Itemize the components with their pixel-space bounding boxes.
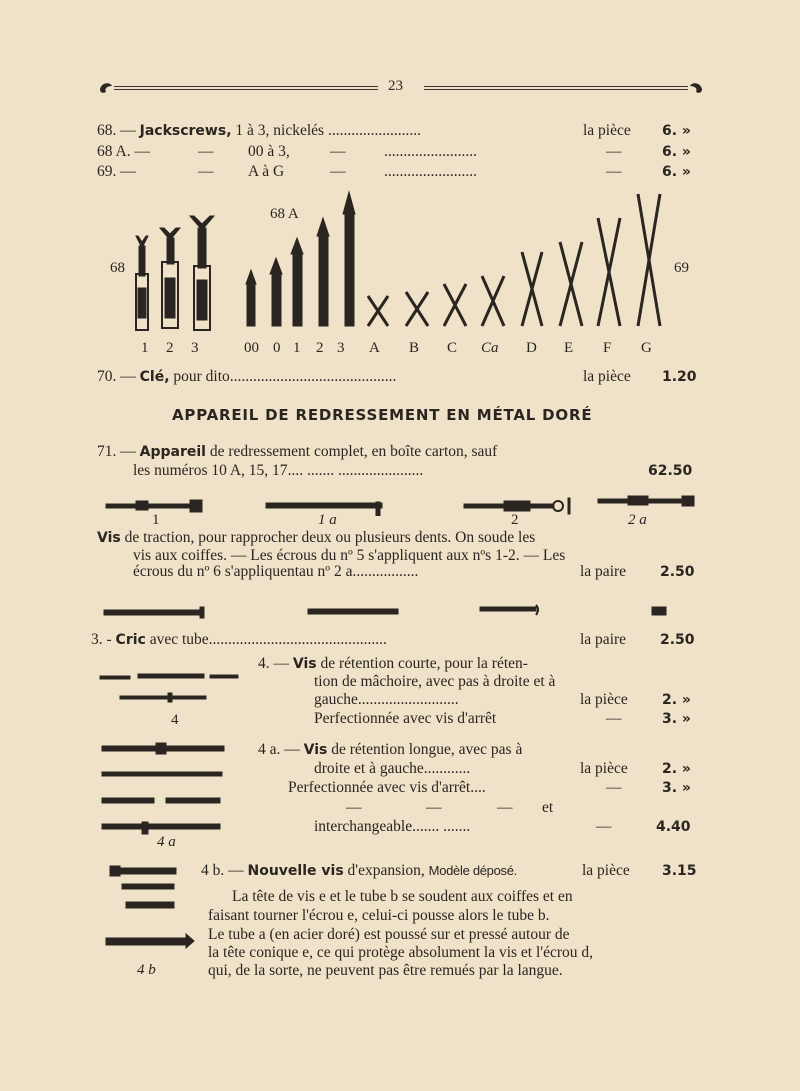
item-70-price: 1.20 <box>662 369 697 385</box>
item-4a-dash-c: — <box>497 799 513 816</box>
left-ornament-icon <box>98 80 114 98</box>
vis-line1: Vis de traction, pour rapprocher deux ou plusieurs dents. On soude les <box>97 529 536 546</box>
header-rule-right <box>424 86 688 90</box>
item-4-line3: gauche.......................... <box>314 691 459 708</box>
fig1-num-1b: 1 <box>293 340 301 356</box>
jackscrew-68-1 <box>136 236 148 330</box>
section-title: APPAREIL DE REDRESSEMENT EN MÉTAL DORÉ <box>172 406 593 424</box>
item-68-row: 68. — Jackscrews, 1 à 3, nickelés ........................ <box>97 122 421 139</box>
item-4-line1: 4. — Vis de rétention courte, pour la réten- <box>258 655 528 672</box>
item-69-dash2: — <box>330 163 346 180</box>
item-4-price1: 2. » <box>662 692 691 708</box>
item-3-row: 3. - Cric avec tube.............................................. <box>91 631 387 648</box>
jackscrew-68a-2 <box>317 218 329 326</box>
item-69-unit: — <box>606 163 622 180</box>
item-4-illustration <box>98 668 248 710</box>
item-4a-illustration <box>100 740 230 840</box>
item-70-unit: la pièce <box>583 368 631 385</box>
item-69-price: 6. » <box>662 164 691 180</box>
fig1-num-00: 00 <box>244 340 259 356</box>
item-4a-dash-b: — <box>426 799 442 816</box>
item-4-unit2: — <box>606 710 622 727</box>
item-number: 68. — <box>97 122 136 139</box>
item-4a-fig-label: 4 a <box>157 834 176 850</box>
fig1-num-1: 1 <box>141 340 149 356</box>
item-3-price: 2.50 <box>660 632 695 648</box>
fig1-num-2b: 2 <box>316 340 324 356</box>
fig2-label-1: 1 <box>152 512 160 528</box>
item-4b-price: 3.15 <box>662 863 697 879</box>
fig1-num-F: F <box>603 340 612 356</box>
item-68a-price: 6. » <box>662 144 691 160</box>
item-4a-price3: 4.40 <box>656 819 691 835</box>
item-71-line2: les numéros 10 A, 15, 17.... ....... ...................... <box>133 462 424 479</box>
item-4-line4: Perfectionnée avec vis d'arrêt <box>314 710 497 727</box>
item-68a-desc: 00 à 3, <box>248 143 290 160</box>
item-71-line1: 71. — Appareil de redressement complet, en boîte carton, sauf <box>97 443 498 460</box>
right-ornament-icon <box>688 80 704 98</box>
item-4a-unit2: — <box>606 779 622 796</box>
fig1-num-3b: 3 <box>337 340 345 356</box>
item-4b-para-2: faisant tourner l'écrou e, celui-ci pousse alors le tube b. <box>208 907 550 924</box>
item-68a-dash2: — <box>330 143 346 160</box>
jackscrew-68-2 <box>160 228 180 328</box>
fig1-num-G: G <box>641 340 652 356</box>
item-4b-para-3: Le tube a (en acier doré) est poussé sur et pressé autour de <box>208 926 570 943</box>
fig1-num-Ca: Ca <box>481 340 499 356</box>
fig1-label-68a: 68 A <box>270 206 299 222</box>
item-4b-fig-label: 4 b <box>137 962 156 978</box>
header-rule-left <box>114 86 378 90</box>
item-68-price: 6. » <box>662 123 691 139</box>
fig1-num-E: E <box>564 340 574 356</box>
vis-unit: la paire <box>580 563 627 580</box>
fig2-label-2: 2 <box>511 512 519 528</box>
fig2-label-1a: 1 a <box>318 512 337 528</box>
fig1-num-C: C <box>447 340 458 356</box>
item-4a-line1: 4 a. — Vis de rétention longue, avec pas à <box>258 741 523 758</box>
item-69-dash: — <box>198 163 214 180</box>
item-4a-unit3: — <box>596 818 612 835</box>
spreaders-69 <box>368 194 660 326</box>
item-4b-unit: la pièce <box>582 862 630 879</box>
item-3-unit: la paire <box>580 631 627 648</box>
cric-illustration <box>100 604 680 620</box>
item-4b-line1: 4 b. — Nouvelle vis d'expansion, Modèle déposé. <box>201 862 517 879</box>
vis-line3: écrous du nº 6 s'appliquentau nº 2 a................. <box>133 563 419 580</box>
item-69-num: 69. — <box>97 163 136 180</box>
jackscrew-68-3 <box>190 216 214 330</box>
item-4b-para-1: La tête de vis e et le tube b se soudent aux coiffes et en <box>232 888 573 905</box>
item-4a-line2: droite et à gauche............ <box>314 760 471 777</box>
jackscrew-68a-0 <box>270 258 282 326</box>
jackscrew-68a-3 <box>343 192 355 326</box>
item-4b-para-5: qui, de la sorte, ne peuvent pas être remués par la langue. <box>208 962 563 979</box>
item-4-fig-label: 4 <box>171 712 179 728</box>
item-4a-et: et <box>542 799 554 816</box>
jackscrew-68a-1 <box>291 238 303 326</box>
fig1-num-A: A <box>369 340 380 356</box>
item-4-unit: la pièce <box>580 691 628 708</box>
item-4-price2: 3. » <box>662 711 691 727</box>
fig1-num-D: D <box>526 340 537 356</box>
fig1-num-B: B <box>409 340 420 356</box>
item-4a-line5: interchangeable....... ....... <box>314 818 471 835</box>
item-4a-price2: 3. » <box>662 780 691 796</box>
fig1-label-68: 68 <box>110 260 125 276</box>
page-number: 23 <box>388 78 403 94</box>
jackscrew-68a-00 <box>246 270 256 326</box>
item-68a-dash: — <box>198 143 214 160</box>
vis-line2: vis aux coiffes. — Les écrous du nº 5 s'appliquent aux nºs 1-2. — Les <box>133 547 566 564</box>
item-4a-dash-a: — <box>346 799 362 816</box>
item-68a-unit: — <box>606 143 622 160</box>
catalog-page: 23 68. — Jackscrews, 1 à 3, nickelés ........................ la pièce 6. » 68 A. — — 00 à 3, — ........................ — 6. » 69. — — A à G — ........................ — 6. » 68 68 A 69 1 2 3 00 0 1 2 3 A B C Ca D E F G 70. — Clé, pour dito........................................... la pièce 1.20 APPAREIL DE REDRESSEMENT EN MÉTAL DORÉ 71. — Appareil de redressement complet, en boîte carton, sauf les numéros 10 A, 15, 17.... ....... ...................... 62.50 1 1 a 2 2 a Vis de traction, pour rapprocher deux ou plusieurs dents. On soude les vis aux coiffes. — Les écrous du nº 5 s'appliquent aux nºs 1-2. — Les écrous du nº 6 s'appliquentau nº 2 a................. la paire 2.50 3. - Cric avec tube.............................................. la paire 2.50 4 4. — Vis de rétention courte, pour la réten- tion de mâchoire, avec pas à droite et à gauche.......................... la pièce 2. » Perfectionnée avec vis d'arrêt — 3. » 4 a 4 a. — Vis de rétention longue, avec pas à droite et à gauche............ la pièce 2. » Perfectionnée avec vis d'arrêt.... — 3. » — — — et interchangeable....... ....... — 4.40 4 b 4 b. — Nouvelle vis d'expansion, Modèle déposé. la pièce 3.15 La tête de vis e et le tube b se soudent aux coiffes et en faisant tourner l'écrou e, celui-ci pousse alors le tube b. Le tube a (en acier doré) est poussé sur et pressé autour de la tête conique e, ce qui protège absolument la vis et l'écrou d, qui, de la sorte, ne peuvent pas être remués par la langue. <box>0 0 800 1091</box>
item-71-price: 62.50 <box>648 463 693 479</box>
item-desc: 1 à 3, nickelés <box>235 122 325 139</box>
traction-screws-illustration <box>100 494 700 516</box>
item-69-desc: A à G <box>248 163 285 180</box>
fig1-label-69: 69 <box>674 260 689 276</box>
item-4b-para-4: la tête conique e, ce qui protège absolument la vis et l'écrou d, <box>208 944 593 961</box>
item-name: Jackscrews, <box>139 123 232 139</box>
jackscrews-illustration <box>130 188 680 338</box>
fig1-num-3: 3 <box>191 340 199 356</box>
item-4a-unit: la pièce <box>580 760 628 777</box>
item-4a-line3: Perfectionnée avec vis d'arrêt.... <box>288 779 486 796</box>
vis-price: 2.50 <box>660 564 695 580</box>
item-4a-price1: 2. » <box>662 761 691 777</box>
fig1-num-2: 2 <box>166 340 174 356</box>
fig1-num-0: 0 <box>273 340 281 356</box>
item-68-unit: la pièce <box>583 122 631 139</box>
item-4-line2: tion de mâchoire, avec pas à droite et à <box>314 673 556 690</box>
fig2-label-2a: 2 a <box>628 512 647 528</box>
item-68a-num: 68 A. — <box>97 143 150 160</box>
item-70-row: 70. — Clé, pour dito........................................... <box>97 368 397 385</box>
item-4b-illustration <box>102 862 198 958</box>
